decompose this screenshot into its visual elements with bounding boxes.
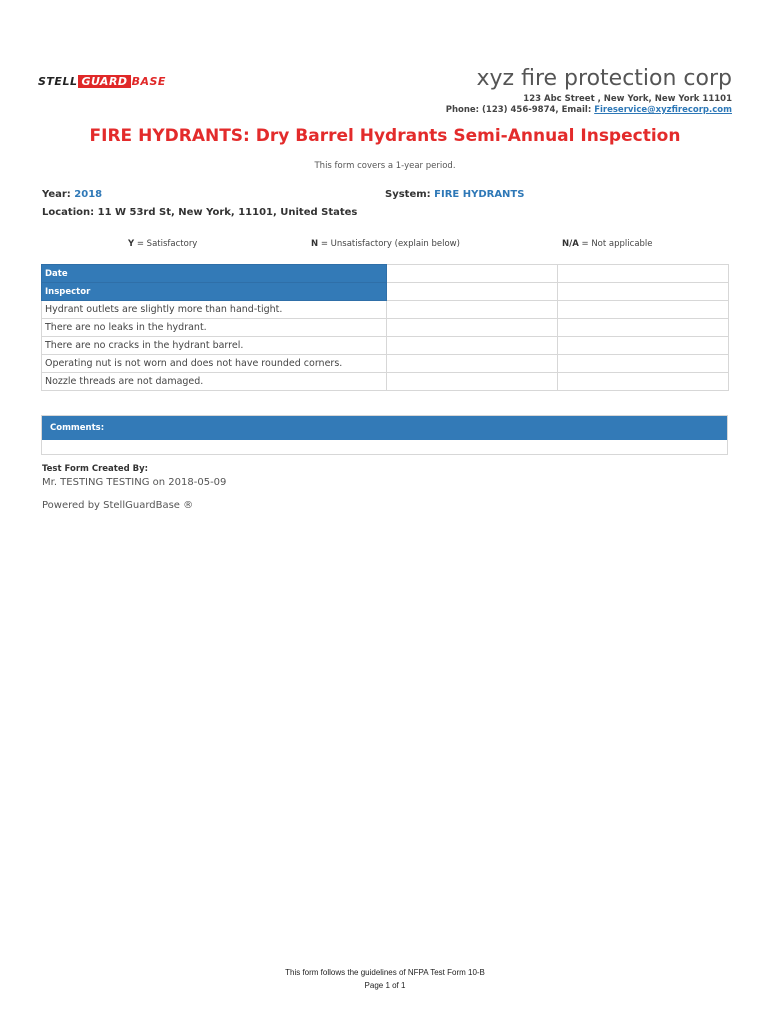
table-row [42, 355, 729, 373]
company-address: 123 Abc Street , New York, New York 11101 [523, 94, 732, 104]
inspection-item: Hydrant outlets are slightly more than hand-tight. [42, 301, 387, 319]
result-cell-2[interactable] [558, 319, 729, 337]
legend-text: = Satisfactory [134, 239, 198, 249]
form-subtitle: This form covers a 1-year period. [314, 161, 456, 171]
system-label: System: [385, 189, 431, 200]
result-cell-2[interactable] [558, 301, 729, 319]
comments-body[interactable] [42, 440, 727, 454]
footer-note: This form follows the guidelines of NFPA Test Form 10-B [285, 968, 485, 977]
table-row-inspector [42, 283, 729, 301]
inspector-header: Inspector [42, 283, 387, 301]
legend-not-applicable [562, 239, 653, 249]
inspector-cell-2[interactable] [558, 283, 729, 301]
company-email-link[interactable]: Fireservice@xyzfirecorp.com [594, 105, 732, 115]
year-value: 2018 [74, 189, 103, 200]
result-cell-2[interactable] [558, 355, 729, 373]
comments-section [41, 415, 728, 455]
table-row [42, 319, 729, 337]
created-by-label: Test Form Created By: [42, 464, 149, 474]
logo-part-1: STELL [38, 75, 78, 88]
date-header: Date [42, 265, 387, 283]
location-label: Location: [42, 207, 95, 218]
location-value: 11 W 53rd St, New York, 11101, United States [97, 207, 358, 218]
company-name: xyz fire protection corp [476, 66, 732, 91]
date-cell-2[interactable] [558, 265, 729, 283]
date-cell-1[interactable] [387, 265, 558, 283]
legend-key: Y [128, 239, 135, 249]
legend-key: N/A [562, 239, 579, 249]
result-cell-2[interactable] [558, 373, 729, 391]
inspector-cell-1[interactable] [387, 283, 558, 301]
inspection-item: There are no leaks in the hydrant. [42, 319, 387, 337]
table-row [42, 373, 729, 391]
company-header [446, 64, 732, 116]
legend-key: N [311, 239, 319, 249]
location-field [42, 207, 357, 218]
logo-part-2: GUARD [78, 75, 130, 88]
table-row [42, 301, 729, 319]
legend-unsatisfactory [311, 239, 460, 249]
legend-text: = Unsatisfactory (explain below) [318, 239, 460, 249]
form-title: FIRE HYDRANTS: Dry Barrel Hydrants Semi-Annual Inspection [89, 126, 681, 146]
created-by-value: Mr. TESTING TESTING on 2018-05-09 [42, 477, 227, 488]
system-field [385, 189, 524, 200]
legend-text: = Not applicable [578, 239, 653, 249]
result-cell-1[interactable] [387, 301, 558, 319]
stellguardbase-logo [38, 72, 194, 88]
table-row [42, 337, 729, 355]
result-cell-1[interactable] [387, 319, 558, 337]
inspection-item: Nozzle threads are not damaged. [42, 373, 387, 391]
company-contact [446, 105, 732, 116]
result-cell-1[interactable] [387, 337, 558, 355]
system-value: FIRE HYDRANTS [434, 189, 525, 200]
legend-satisfactory [128, 239, 197, 249]
comments-header: Comments: [42, 416, 727, 440]
inspection-table [41, 264, 729, 391]
inspection-item: There are no cracks in the hydrant barrel. [42, 337, 387, 355]
page-number: Page 1 of 1 [364, 981, 406, 990]
result-cell-1[interactable] [387, 355, 558, 373]
powered-by: Powered by StellGuardBase ® [42, 500, 194, 511]
result-cell-1[interactable] [387, 373, 558, 391]
logo-part-3: BASE [131, 75, 166, 88]
year-field [42, 189, 102, 200]
year-label: Year: [42, 189, 71, 200]
result-cell-2[interactable] [558, 337, 729, 355]
table-row-date [42, 265, 729, 283]
inspection-item: Operating nut is not worn and does not have rounded corners. [42, 355, 387, 373]
company-phone: Phone: (123) 456-9874, Email: [445, 105, 595, 115]
